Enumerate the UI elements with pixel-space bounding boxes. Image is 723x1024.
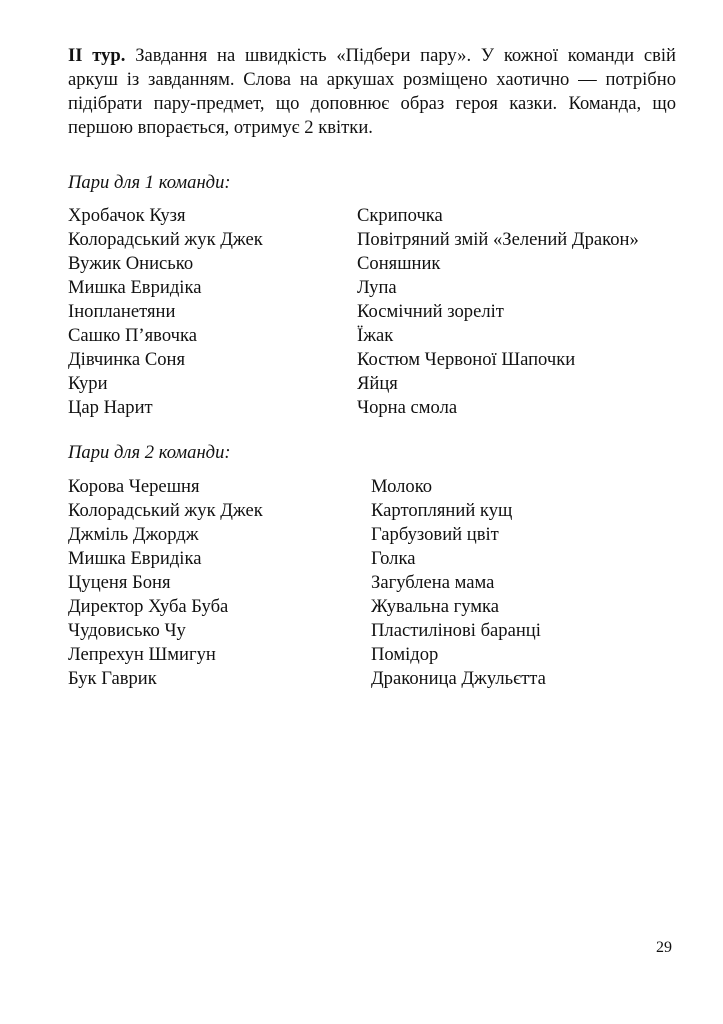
team1-pairs-list	[68, 204, 698, 420]
page-number: 29	[656, 939, 672, 956]
pair-character: Мишка Евридіка	[68, 548, 202, 569]
intro-text: Завдання на швидкість «Підбери пару». У кожної команди свій аркуш із завданням. Слова на аркушах розміщено хаотично — потрібно підібрати пару-предмет, що доповнює образ героя казки. Команда, що першою впорається, отримує 2 квітки.	[68, 45, 676, 138]
pair-item: Жувальна гумка	[371, 596, 500, 617]
pair-item: Драконица Джульєтта	[371, 668, 546, 689]
pair-row	[68, 276, 698, 300]
pair-item: Загублена мама	[371, 572, 495, 593]
pair-character: Інопланетяни	[68, 301, 176, 322]
pair-character: Вужик Онисько	[68, 253, 194, 274]
pair-item: Пластилінові баранці	[371, 620, 541, 641]
pair-row	[68, 396, 698, 420]
pair-item: Повітряний змій «Зелений Дракон»	[357, 229, 639, 250]
team1-title: Пари для 1 команди:	[68, 172, 231, 193]
pair-item: Скрипочка	[357, 205, 443, 226]
pair-item: Костюм Червоної Шапочки	[357, 349, 576, 370]
pair-character: Сашко П’явочка	[68, 325, 198, 346]
intro-paragraph	[68, 44, 676, 140]
pair-item: Чорна смола	[357, 397, 458, 418]
pair-row	[68, 619, 698, 643]
pair-item: Соняшник	[357, 253, 441, 274]
pair-row	[68, 252, 698, 276]
pair-item: Яйця	[357, 373, 398, 394]
pair-row	[68, 300, 698, 324]
pair-character: Цуценя Боня	[68, 572, 171, 593]
pair-row	[68, 475, 698, 499]
pair-character: Кури	[68, 373, 108, 394]
pair-row	[68, 348, 698, 372]
pair-character: Мишка Евридіка	[68, 277, 202, 298]
pair-row	[68, 499, 698, 523]
pair-row	[68, 571, 698, 595]
team2-title: Пари для 2 команди:	[68, 442, 231, 463]
pair-item: Картопляний кущ	[371, 500, 513, 521]
pair-row	[68, 324, 698, 348]
pair-row	[68, 523, 698, 547]
pair-item: Лупа	[357, 277, 397, 298]
pair-row	[68, 204, 698, 228]
intro-round-label: II тур.	[68, 45, 126, 66]
team2-pairs-list	[68, 475, 698, 691]
pair-character: Корова Черешня	[68, 476, 200, 497]
pair-row	[68, 643, 698, 667]
pair-character: Дівчинка Соня	[68, 349, 186, 370]
pair-character: Цар Нарит	[68, 397, 153, 418]
pair-row	[68, 372, 698, 396]
pair-character: Лепрехун Шмигун	[68, 644, 216, 665]
pair-character: Джміль Джордж	[68, 524, 199, 545]
pair-character: Колорадський жук Джек	[68, 500, 263, 521]
pair-item: Їжак	[357, 325, 394, 346]
pair-character: Хробачок Кузя	[68, 205, 186, 226]
pair-character: Колорадський жук Джек	[68, 229, 263, 250]
pair-row	[68, 228, 698, 252]
pair-item: Космічний зореліт	[357, 301, 504, 322]
pair-character: Чудовисько Чу	[68, 620, 186, 641]
pair-character: Директор Хуба Буба	[68, 596, 229, 617]
pair-item: Молоко	[371, 476, 433, 497]
pair-row	[68, 595, 698, 619]
pair-item: Голка	[371, 548, 416, 569]
pair-item: Гарбузовий цвіт	[371, 524, 499, 545]
pair-row	[68, 667, 698, 691]
pair-item: Помідор	[371, 644, 439, 665]
pair-character: Бук Гаврик	[68, 668, 157, 689]
pair-row	[68, 547, 698, 571]
